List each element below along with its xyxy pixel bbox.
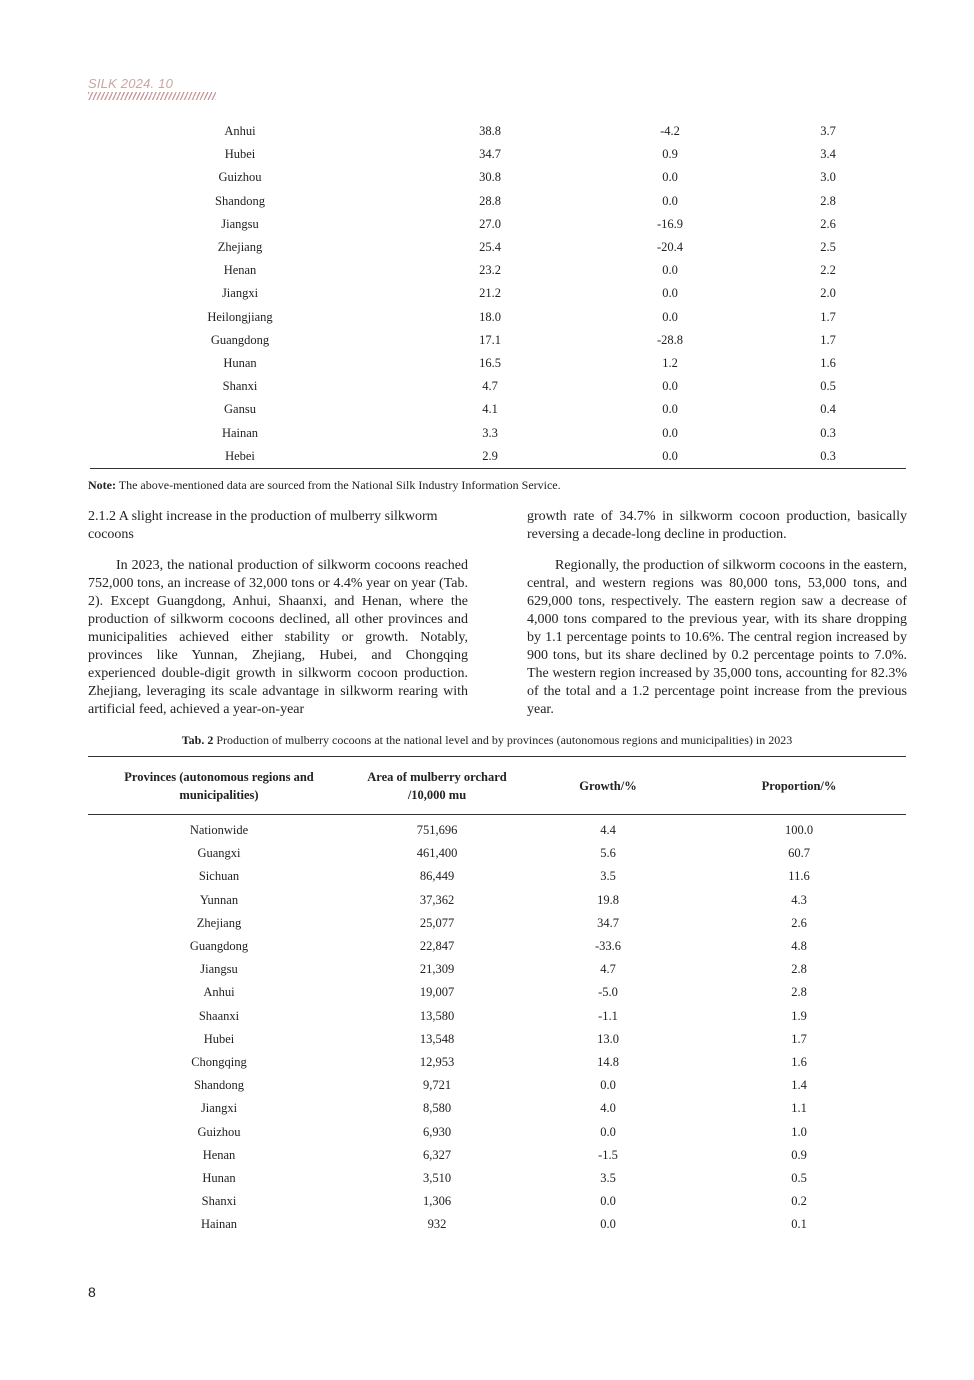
- cell-proportion: 0.3: [820, 425, 836, 440]
- cell-province: Shandong: [194, 1078, 244, 1093]
- cell-province: Hebei: [90, 445, 390, 469]
- cell-province: Jiangsu: [221, 216, 259, 231]
- cell-proportion: 0.4: [820, 402, 836, 417]
- cell-proportion: 60.7: [788, 846, 810, 861]
- cell-value: 3.3: [482, 425, 498, 440]
- cell-proportion: 3.7: [820, 124, 836, 139]
- table-row: [90, 375, 906, 398]
- decorative-stripes: [88, 92, 216, 100]
- cell-growth: 34.7: [597, 915, 619, 930]
- cell-growth: -20.4: [656, 240, 684, 255]
- table2-body: [88, 815, 906, 1237]
- table-row: [90, 143, 906, 166]
- cell-proportion: 2.8: [791, 985, 807, 1000]
- cell-value: 2.9: [390, 445, 590, 469]
- cell-province: Hainan: [200, 1217, 238, 1232]
- running-header: [88, 76, 216, 100]
- cell-proportion: 4.8: [791, 939, 807, 954]
- cell-province: Jiangxi: [221, 286, 259, 301]
- paragraph-regional: Regionally, the production of silkworm cocoons in the eastern, central, and western regions was 80,000 tons, 53,000 tons, and 629,000 tons, respectively. The eastern region saw a decrease of 4,000 tons compared to the previous year, with its share dropping by 1.1 percentage points to 10.6%. The central region increased by 900 tons, but its share declined by 0.2 percentage points to 7.0%. The western region increased by 35,000 tons, accounting for 82.3% of the total and a 1.2 percentage point increase from the previous year.: [527, 558, 907, 717]
- cell-proportion: 1.7: [820, 332, 836, 347]
- cell-proportion: 0.5: [820, 379, 836, 394]
- cell-province: Henan: [223, 263, 257, 278]
- cell-province: Guizhou: [197, 1124, 241, 1139]
- cell-province: Sichuan: [198, 869, 240, 884]
- table-row: [88, 1097, 906, 1120]
- cell-proportion: 0.3: [750, 445, 906, 469]
- cell-value: 13,580: [419, 1008, 455, 1023]
- cell-value: 19,007: [419, 985, 455, 1000]
- table-row: [90, 445, 906, 469]
- cell-growth: 19.8: [597, 892, 619, 907]
- table-row: [90, 329, 906, 352]
- table1-body: [90, 120, 906, 468]
- cell-value: 461,400: [416, 846, 458, 861]
- cell-value: 6,930: [422, 1124, 452, 1139]
- cell-growth: -1.1: [598, 1008, 618, 1023]
- cell-growth: 0.0: [662, 379, 678, 394]
- cell-value: 38.8: [479, 124, 501, 139]
- caption-text: Production of mulberry cocoons at the national level and by provinces (autonomous regions and municipalities) in 2023: [213, 733, 793, 747]
- cell-growth: 0.0: [662, 193, 678, 208]
- header-provinces: Provinces (autonomous regions and municipalities): [88, 757, 350, 815]
- cell-province: Guangdong: [189, 939, 249, 954]
- header-growth: Growth/%: [524, 757, 692, 815]
- caption-label: Tab. 2: [181, 733, 214, 747]
- cell-province: Nationwide: [189, 823, 249, 838]
- cell-proportion: 2.8: [820, 193, 836, 208]
- table-row: [90, 306, 906, 329]
- table-row: [90, 259, 906, 282]
- paragraph-production-continued: growth rate of 34.7% in silkworm cocoon production, basically reversing a decade-long decline in production.: [527, 509, 907, 542]
- cell-proportion: 1.1: [791, 1101, 807, 1116]
- cell-value: 16.5: [479, 355, 501, 370]
- paragraph-production: In 2023, the national production of silkworm cocoons reached 752,000 tons, an increase of 32,000 tons or 4.4% year on year (Tab. 2). Except Guangdong, Anhui, Shaanxi, and Henan, where the production of silkworm cocoons declined, all other provinces and municipalities achieved either stability or growth. Notably, provinces like Yunnan, Zhejiang, Hubei, and Chongqing experienced double-digit growth in silkworm cocoon production. Zhejiang, leveraging its scale advantage in silkworm rearing with artificial feed, achieved a year-on-year: [88, 558, 468, 717]
- cell-value: 751,696: [416, 823, 458, 838]
- cell-growth: 0.0: [662, 170, 678, 185]
- table2: [88, 756, 906, 1236]
- cell-value: 22,847: [419, 939, 455, 954]
- cell-proportion: 0.2: [791, 1194, 807, 1209]
- table-row: [88, 1005, 906, 1028]
- cell-value: 6,327: [422, 1147, 452, 1162]
- cell-proportion: 1.7: [820, 309, 836, 324]
- cell-growth: 0.0: [600, 1078, 616, 1093]
- table-row: [88, 865, 906, 888]
- table-row: [88, 935, 906, 958]
- cell-growth: -1.5: [598, 1147, 618, 1162]
- table-row: [88, 815, 906, 843]
- cell-proportion: 100.0: [784, 823, 814, 838]
- table-row: [90, 398, 906, 421]
- table-row: [88, 1074, 906, 1097]
- table-row: [90, 166, 906, 189]
- cell-growth: 0.9: [662, 147, 678, 162]
- page-number: 8: [88, 1284, 96, 1300]
- table-row: [88, 981, 906, 1004]
- cell-value: 23.2: [479, 263, 501, 278]
- cell-province: Anhui: [203, 985, 235, 1000]
- cell-value: 21.2: [479, 286, 501, 301]
- cell-province: Shanxi: [222, 379, 258, 394]
- cell-growth: -33.6: [594, 939, 622, 954]
- cell-province: Shaanxi: [198, 1008, 240, 1023]
- cell-value: 34.7: [479, 147, 501, 162]
- cell-value: 28.8: [479, 193, 501, 208]
- cell-growth: -28.8: [656, 332, 684, 347]
- cell-province: Jiangsu: [200, 962, 238, 977]
- table-row: [88, 842, 906, 865]
- table-row: [88, 912, 906, 935]
- cell-province: Hubei: [203, 1031, 235, 1046]
- cell-value: 25,077: [419, 915, 455, 930]
- cell-growth: 1.2: [662, 355, 678, 370]
- table2-header-row: [88, 757, 906, 815]
- cell-proportion: 1.6: [791, 1054, 807, 1069]
- cell-proportion: 2.5: [820, 240, 836, 255]
- cell-proportion: 1.4: [791, 1078, 807, 1093]
- cell-province: Yunnan: [199, 892, 239, 907]
- cell-value: 9,721: [422, 1078, 452, 1093]
- table-row: [88, 1051, 906, 1074]
- cell-proportion: 2.0: [820, 286, 836, 301]
- cell-province: Hunan: [202, 1170, 236, 1185]
- table1-continuation: [90, 120, 906, 469]
- cell-value: 1,306: [422, 1194, 452, 1209]
- cell-proportion: 1.7: [791, 1031, 807, 1046]
- cell-value: 13,548: [419, 1031, 455, 1046]
- cell-growth: -5.0: [598, 985, 618, 1000]
- note-label: Note:: [88, 478, 116, 492]
- cell-growth: 0.0: [600, 1124, 616, 1139]
- cell-proportion: 1.9: [791, 1008, 807, 1023]
- cell-growth: 13.0: [597, 1031, 619, 1046]
- cell-proportion: 11.6: [788, 869, 810, 884]
- cell-growth: 0.0: [662, 425, 678, 440]
- cell-value: 8,580: [422, 1101, 452, 1116]
- cell-proportion: 2.6: [820, 216, 836, 231]
- cell-province: Gansu: [224, 402, 256, 417]
- table-row: [90, 421, 906, 444]
- cell-value: 21,309: [419, 962, 455, 977]
- cell-proportion: 1.6: [820, 355, 836, 370]
- cell-growth: 14.8: [597, 1054, 619, 1069]
- cell-growth: 0.0: [590, 445, 750, 469]
- cell-growth: 4.0: [600, 1101, 616, 1116]
- right-column: [527, 508, 907, 719]
- cell-growth: 0.0: [662, 309, 678, 324]
- cell-proportion: 2.2: [820, 263, 836, 278]
- cell-growth: 3.5: [600, 869, 616, 884]
- cell-province: Anhui: [224, 124, 256, 139]
- cell-value: 3,510: [422, 1170, 452, 1185]
- cell-value: 12,953: [419, 1054, 455, 1069]
- cell-proportion: 2.6: [791, 915, 807, 930]
- cell-growth: -16.9: [656, 216, 684, 231]
- cell-value: 18.0: [479, 309, 501, 324]
- table-row: [88, 1190, 906, 1213]
- cell-value: 30.8: [479, 170, 501, 185]
- table-row: [88, 1028, 906, 1051]
- cell-proportion: 4.3: [791, 892, 807, 907]
- cell-value: 37,362: [419, 892, 455, 907]
- table-row: [88, 1120, 906, 1143]
- cell-proportion: 0.5: [791, 1170, 807, 1185]
- cell-value: 17.1: [479, 332, 501, 347]
- cell-growth: 0.0: [600, 1217, 616, 1232]
- table-row: [88, 889, 906, 912]
- cell-value: 4.7: [482, 379, 498, 394]
- table1-note: [88, 478, 561, 493]
- journal-title: SILK 2024. 10: [88, 76, 173, 91]
- section-heading: 2.1.2 A slight increase in the production of mulberry silkworm cocoons: [88, 509, 438, 542]
- cell-province: Zhejiang: [196, 915, 242, 930]
- header-proportion: Proportion/%: [692, 757, 906, 815]
- table-row: [88, 958, 906, 981]
- cell-province: Shanxi: [201, 1194, 237, 1209]
- table-row: [90, 120, 906, 143]
- table-row: [88, 1167, 906, 1190]
- cell-proportion: 3.4: [820, 147, 836, 162]
- cell-province: Zhejiang: [217, 240, 263, 255]
- table-row: [90, 352, 906, 375]
- cell-province: Shandong: [215, 193, 265, 208]
- cell-value: 25.4: [479, 240, 501, 255]
- table-row: [88, 1144, 906, 1167]
- cell-province: Hainan: [221, 425, 259, 440]
- cell-growth: 0.0: [600, 1194, 616, 1209]
- cell-growth: 3.5: [600, 1170, 616, 1185]
- table-row: [90, 282, 906, 305]
- cell-province: Jiangxi: [200, 1101, 238, 1116]
- cell-province: Heilongjiang: [207, 309, 273, 324]
- table-row: [88, 1213, 906, 1236]
- table2-caption: [0, 733, 974, 748]
- cell-province: Hubei: [224, 147, 256, 162]
- cell-value: 932: [427, 1217, 447, 1232]
- cell-value: 4.1: [482, 402, 498, 417]
- cell-growth: 0.0: [662, 402, 678, 417]
- table-row: [90, 190, 906, 213]
- note-text: The above-mentioned data are sourced from the National Silk Industry Information Service.: [115, 478, 561, 492]
- cell-province: Chongqing: [191, 1054, 247, 1069]
- cell-growth: 0.0: [662, 263, 678, 278]
- cell-province: Guangdong: [210, 332, 270, 347]
- cell-growth: 4.7: [600, 962, 616, 977]
- cell-proportion: 2.8: [791, 962, 807, 977]
- cell-province: Guizhou: [218, 170, 262, 185]
- left-column: [88, 508, 468, 719]
- cell-proportion: 0.9: [791, 1147, 807, 1162]
- cell-growth: -4.2: [660, 124, 680, 139]
- cell-province: Hunan: [223, 355, 257, 370]
- cell-province: Guangxi: [197, 846, 241, 861]
- cell-value: 27.0: [479, 216, 501, 231]
- cell-growth: 0.0: [662, 286, 678, 301]
- cell-proportion: 0.1: [791, 1217, 807, 1232]
- cell-growth: 4.4: [600, 823, 616, 838]
- table-row: [90, 213, 906, 236]
- table-row: [90, 236, 906, 259]
- cell-proportion: 3.0: [820, 170, 836, 185]
- cell-province: Henan: [202, 1147, 236, 1162]
- cell-proportion: 1.0: [791, 1124, 807, 1139]
- header-area: Area of mulberry orchard /10,000 mu: [350, 757, 524, 815]
- cell-growth: 5.6: [600, 846, 616, 861]
- cell-value: 86,449: [419, 869, 455, 884]
